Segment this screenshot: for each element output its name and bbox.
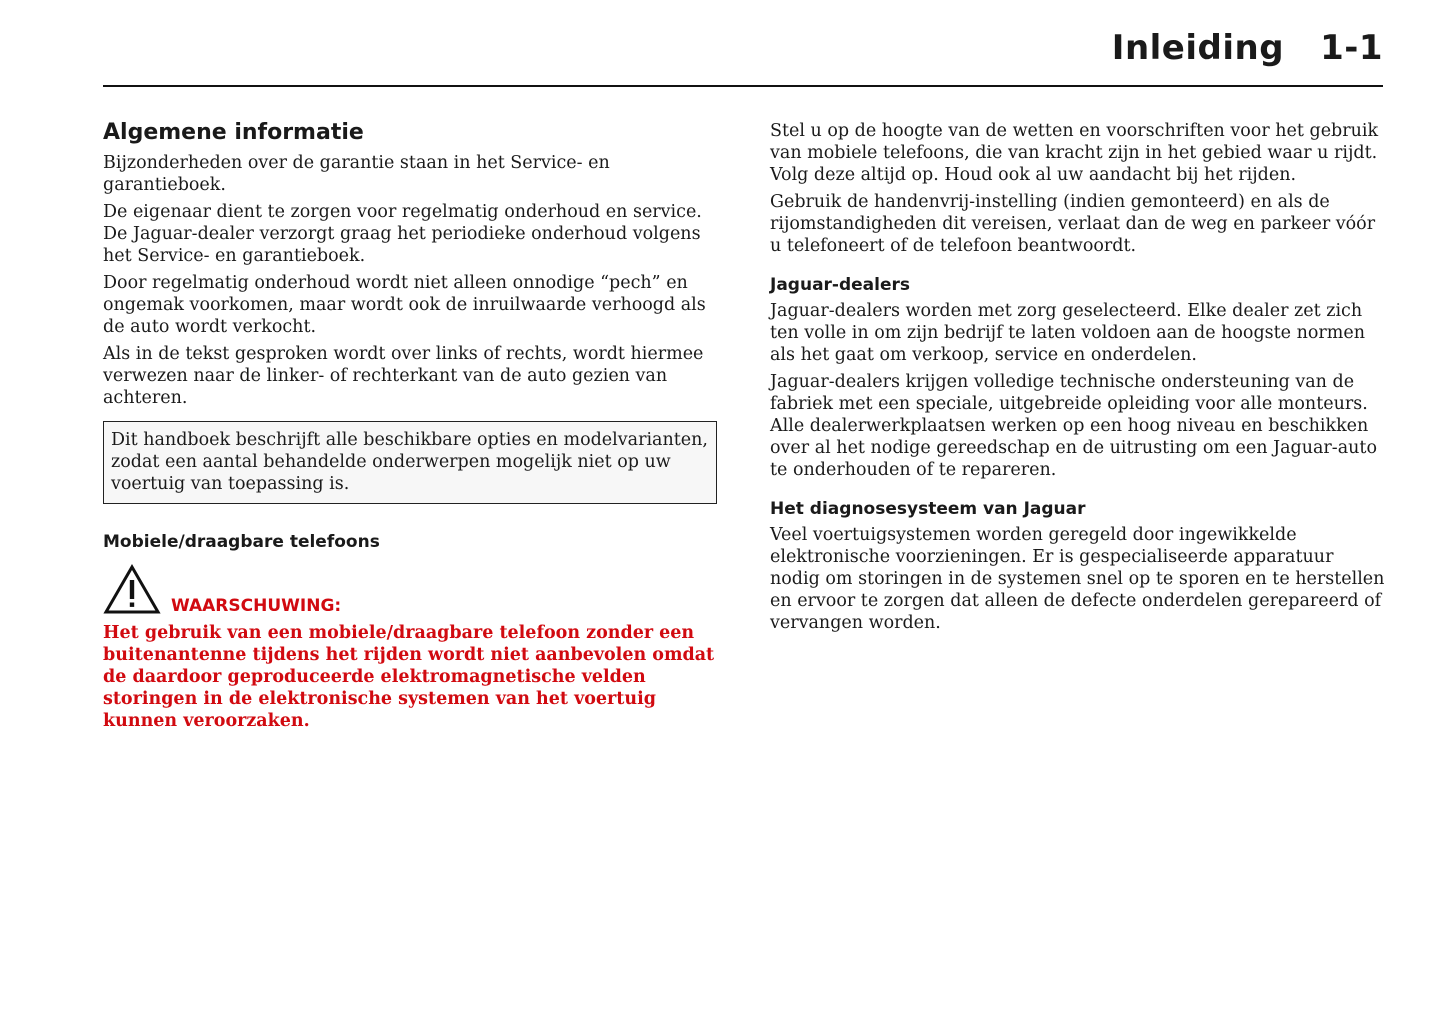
left-column xyxy=(103,118,717,732)
paragraph: De eigenaar dient te zorgen voor regelmatig onderhoud en service. De Jaguar-dealer verzorgt graag het periodieke onderhoud volgens het Service- en garantieboek. xyxy=(103,202,702,266)
subheading-phones: Mobiele/draagbare telefoons xyxy=(103,532,380,552)
section-heading-general: Algemene informatie xyxy=(103,120,364,145)
page-header xyxy=(1112,28,1383,68)
paragraph: Door regelmatig onderhoud wordt niet alleen onnodige “pech” en ongemak voorkomen, maar wordt ook de inruilwaarde verhoogd als de auto wordt verkocht. xyxy=(103,273,706,337)
header-divider xyxy=(103,85,1383,87)
paragraph: Bijzonderheden over de garantie staan in het Service- en garantieboek. xyxy=(103,153,610,195)
paragraph: Stel u op de hoogte van de wetten en voorschriften voor het gebruik van mobiele telefoons, die van kracht zijn in het gebied waar u rijdt. Volg deze altijd op. Houd ook al uw aandacht bij het rijden. xyxy=(770,121,1379,185)
subheading-dealers: Jaguar-dealers xyxy=(770,275,911,295)
chapter-title: Inleiding xyxy=(1111,28,1285,68)
page-number: 1-1 xyxy=(1320,28,1383,68)
paragraph: Gebruik de handenvrij-instelling (indien gemonteerd) en als de rijomstandigheden dit vereisen, verlaat dan de weg en parkeer vóór u telefoneert of de telefoon beantwoordt. xyxy=(770,192,1376,256)
paragraph: Jaguar-dealers krijgen volledige technische ondersteuning van de fabriek met een speciale, uitgebreide opleiding voor alle monteurs. Alle dealerwerkplaatsen werken op een hoog niveau en beschikken over al het nodige gereedschap en de uitrusting om een Jaguar-auto te onderhouden of te repareren. xyxy=(770,372,1377,480)
paragraph: Als in de tekst gesproken wordt over links of rechts, wordt hiermee verwezen naar de linker- of rechterkant van de auto gezien van achteren. xyxy=(103,344,704,408)
right-column xyxy=(770,120,1385,639)
warning-label: WAARSCHUWING: xyxy=(171,596,342,616)
warning-header xyxy=(103,564,717,616)
notice-text: Dit handboek beschrijft alle beschikbare opties en modelvarianten, zodat een aantal behandelde onderwerpen mogelijk niet op uw voertuig van toepassing is. xyxy=(111,430,708,494)
subheading-diagnosis: Het diagnosesysteem van Jaguar xyxy=(770,499,1086,519)
warning-triangle-icon xyxy=(103,564,161,616)
paragraph: Jaguar-dealers worden met zorg geselecteerd. Elke dealer zet zich ten volle in om zijn bedrijf te laten voldoen aan de hoogste normen als het gaat om verkoop, service en onderdelen. xyxy=(770,301,1365,365)
notice-box xyxy=(103,421,717,504)
warning-text: Het gebruik van een mobiele/draagbare telefoon zonder een buitenantenne tijdens het rijden wordt niet aanbevolen omdat de daardoor geproduceerde elektromagnetische velden storingen in de elektronische systemen van het voertuig kunnen veroorzaken. xyxy=(103,623,715,731)
paragraph: Veel voertuigsystemen worden geregeld door ingewikkelde elektronische voorzieningen. Er is gespecialiseerde apparatuur nodig om storingen in de systemen snel op te sporen en te herstellen en ervoor te zorgen dat alleen de defecte onderdelen gerepareerd of vervangen worden. xyxy=(770,525,1385,633)
